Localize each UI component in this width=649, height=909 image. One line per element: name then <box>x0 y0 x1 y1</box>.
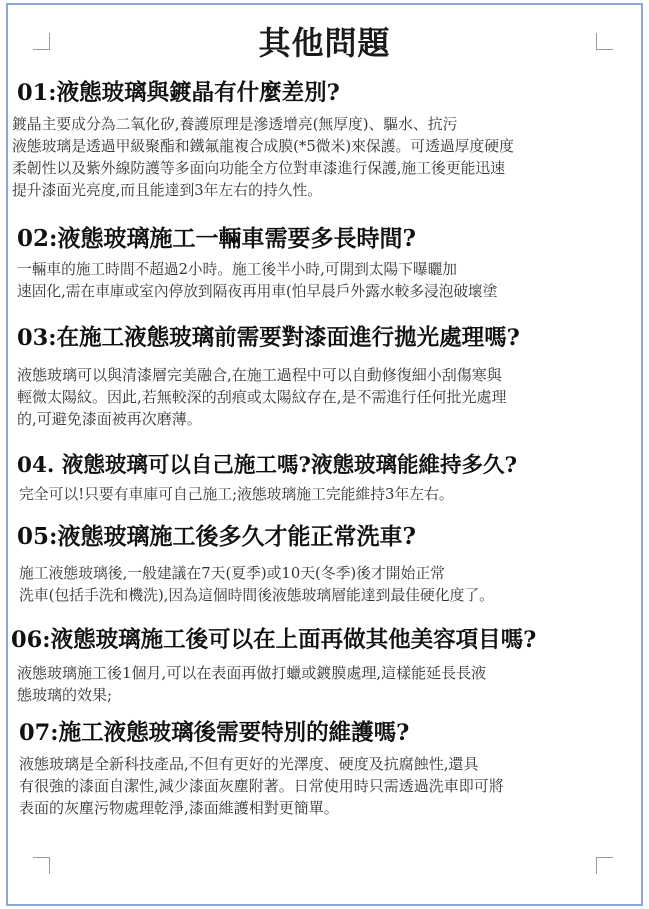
answer-line: 鍍晶主要成分為二氧化矽,養護原理是滲透增亮(無厚度)、驅水、抗污 <box>12 116 458 133</box>
answer-line: 液態玻璃是全新科技產品,不但有更好的光澤度、硬度及抗腐蝕性,還具 <box>19 755 479 773</box>
answer-line: 態玻璃的效果; <box>17 686 113 704</box>
question-06: 06:液態玻璃施工後可以在上面再做其他美容項目嗎? <box>11 627 537 653</box>
corner-mark-bottom-right <box>596 857 613 874</box>
answer-06 <box>17 662 486 706</box>
answer-line: 表面的灰塵污物處理乾淨,漆面維護相對更簡單。 <box>19 799 339 817</box>
question-04: 04. 液態玻璃可以自己施工嗎?液態玻璃能維持多久? <box>17 453 518 478</box>
corner-mark-bottom-left <box>33 857 50 874</box>
answer-04 <box>19 484 454 506</box>
answer-line: 完全可以!只要有車庫可自己施工;液態玻璃施工完能維持3年左右。 <box>19 486 454 503</box>
answer-line: 有很強的漆面自潔性,減少漆面灰塵附著。日常使用時只需透過洗車即可將 <box>19 777 504 795</box>
answer-01 <box>12 114 514 202</box>
answer-05 <box>19 563 494 607</box>
page-title: 其他問題 <box>258 24 391 62</box>
question-03: 03:在施工液態玻璃前需要對漆面進行拋光處理嗎? <box>17 325 520 351</box>
answer-line: 液態玻璃可以與清漆層完美融合,在施工過程中可以自動修復細小刮傷寒與 <box>17 366 502 384</box>
question-05: 05:液態玻璃施工後多久才能正常洗車? <box>17 523 416 550</box>
answer-line: 的,可避免漆面被再次磨薄。 <box>17 410 202 428</box>
answer-line: 柔韌性以及紫外線防護等多面向功能全方位對車漆進行保護,施工後更能迅速 <box>12 160 506 177</box>
answer-02 <box>17 259 497 303</box>
answer-line: 洗車(包括手洗和機洗),因為這個時間後液態玻璃層能達到最佳硬化度了。 <box>19 587 494 604</box>
question-01: 01:液態玻璃與鍍晶有什麼差別? <box>17 80 340 106</box>
question-02: 02:液態玻璃施工一輛車需要多長時間? <box>17 225 416 252</box>
answer-line: 施工液態玻璃後,一般建議在7天(夏季)或10天(冬季)後才開始正常 <box>19 565 445 582</box>
answer-line: 輕微太陽紋。因此,若無較深的刮痕或太陽紋存在,是不需進行任何批光處理 <box>17 388 507 406</box>
answer-line: 速固化,需在車庫或室內停放到隔夜再用車(怕早晨戶外露水較多浸泡破壞塗 <box>17 283 498 300</box>
question-07: 07:施工液態玻璃後需要特別的維護嗎? <box>19 720 410 746</box>
answer-line: 一輛車的施工時間不超過2小時。施工後半小時,可開到太陽下曝曬加 <box>17 261 457 278</box>
answer-line: 液態玻璃施工後1個月,可以在表面再做打蠟或鍍膜處理,這樣能延長長液 <box>17 664 487 682</box>
answer-07 <box>19 753 504 819</box>
answer-03 <box>17 364 507 430</box>
answer-line: 提升漆面光亮度,而且能達到3年左右的持久性。 <box>12 182 323 199</box>
answer-line: 液態玻璃是透過甲級聚酯和鐵氟龍複合成膜(*5微米)來保護。可透過厚度硬度 <box>12 138 514 155</box>
